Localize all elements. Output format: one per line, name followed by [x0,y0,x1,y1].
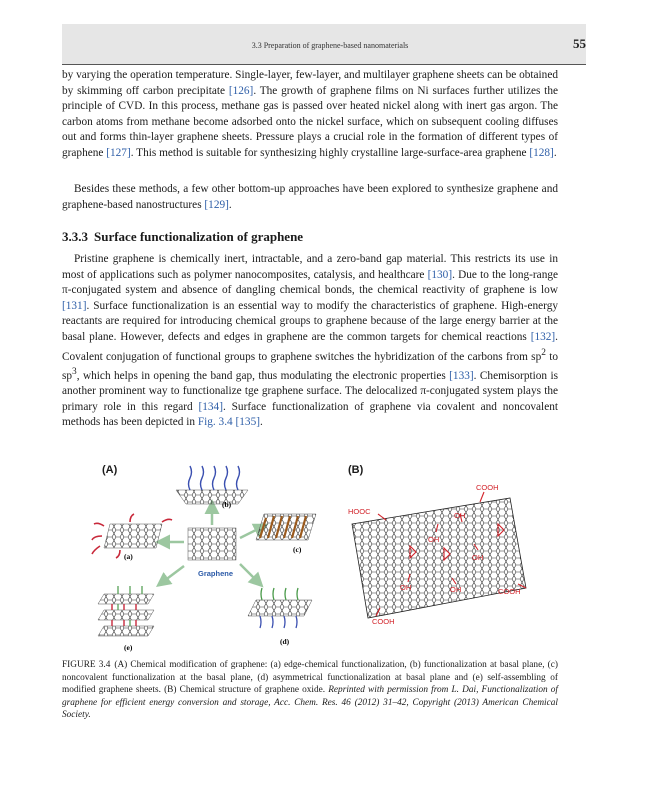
figure-illustration [90,460,560,655]
citation-link[interactable]: [135] [235,416,260,429]
citation-link[interactable]: [131] [62,299,87,312]
group-cooh-bottom: COOH [372,617,395,626]
sheet-e-self-assembly [98,586,154,636]
section-heading [62,229,558,245]
cooh-bond-top [480,492,484,502]
intro-paragraph: by varying the operation temperature. Single-layer, few-layer, and multilayer graphene sheets can be obtained by skimming off carbon precipitate [126]. The growth of graphene films on Ni surfaces further utilizes the principle of CVD. In this process, methane gas is passed over heated nickel along with inert gas argon. The carbon atoms from methane become adsorbed onto the nickel surface, which on subsequent cooling diffuses out and forms thin-layer graphene sheets. Pressure plays a crucial role in the formation of different types of graphene [127]. This method is suitable for synthesizing highly crystalline large-surface-area graphene [128]. [62,69,558,159]
group-oh-2: OH [454,511,466,520]
header-rule [62,64,586,65]
besides-paragraph: Besides these methods, a few other bottom-up approaches have been explored to synthesize graphene and graphene-based nanostructures [129]. [62,183,558,211]
section-number: 3.3.3 [62,229,88,244]
citation-link[interactable]: [128] [529,146,554,159]
sheet-d-asymmetric [248,588,312,628]
group-oh-4: OH [400,583,412,592]
citation-link[interactable]: [129] [204,198,229,211]
running-title: 3.3 Preparation of graphene-based nanomaterials [251,41,409,50]
caption-label: FIGURE 3.4 [62,660,111,670]
sub-label-e: (e) [124,643,133,652]
group-oh-1: OH [428,535,440,544]
arrow-to-e [160,566,184,584]
citation-link[interactable]: [133] [449,369,474,382]
group-cooh-right: COOH [498,587,521,596]
sheet-b-basal-functionalization [176,466,248,504]
caption-credit: Reprinted with permission from L. Dai, Functionalization of graphene for efficient energy conversion and storage, Acc. Chem. Res. 46 (2012) 31–42, Copyright (2013) American Chemical Society. [62,685,559,721]
graphene-label: Graphene [198,569,234,578]
panel-a-label: (A) [102,464,118,476]
group-oh-5: OH [450,585,462,594]
sub-label-a: (a) [124,552,133,561]
graphene-oxide-structure [352,492,526,618]
central-graphene-sheet [188,528,236,560]
panel-b-label: (B) [348,464,364,476]
functionalization-paragraph: Pristine graphene is chemically inert, intractable, and a zero-band gap material. This restricts its use in most of applications such as polymer nanocomposites, catalysis, and healthcare [130]. Due to the long-range π-conjugated system and absence of dangling chemical bonds, the chemical reactivity of graphene is low [131]. Surface functionalization is an essential way to modify the characteristics of graphene. High-energy reactants are required for introducing chemical groups to graphene because of the large energy barrier at the basal plane. However, defects and edges in graphene are the common targets for chemical reactions [132]. Covalent conjugation of functional groups to graphene switches the hybridization of the carbons from $sp^2$ to $sp^3$, which helps in opening the band gap, thus modulating the electronic properties [133]. Chemisorption is another prominent way to functionalize tge graphene surface. The delocalized π-conjugated system plays the primary role in this regard [134]. Surface functionalization of graphene via covalent and noncovalent methods has been depicted in Fig. 3.4 [135]. [62,253,559,429]
citation-link[interactable]: [132] [530,330,556,343]
figure-caption [62,659,558,722]
citation-link[interactable]: [130] [427,268,453,281]
sub-label-d: (d) [280,637,290,646]
caption-text: (A) Chemical modification of graphene: (a) edge-chemical functionalization, (b) functionalization at basal plane, (c) noncovalent functionalization at the basal plane, (d) asymmetrical functionalization at basal plane and (e) self-assembling of modified graphene sheets. (B) Chemical structure of graphene oxide. [62,660,558,696]
citation-link[interactable]: [134] [198,400,223,413]
page-number: 55 [573,36,586,51]
figure-3-4 [90,460,560,655]
arrow-to-d [240,564,260,584]
citation-link[interactable]: [127] [106,146,131,159]
sheet-c-noncovalent [256,514,316,540]
sub-label-c: (c) [293,545,302,554]
group-cooh-top: COOH [476,483,499,492]
sub-label-b: (b) [222,500,232,509]
group-oh-3: OH [472,553,484,562]
citation-link[interactable]: [126] [228,84,254,97]
section-title: Surface functionalization of graphene [94,229,304,244]
figure-reference-link[interactable]: Fig. 3.4 [197,416,233,429]
group-hooc: HOOC [348,507,371,516]
